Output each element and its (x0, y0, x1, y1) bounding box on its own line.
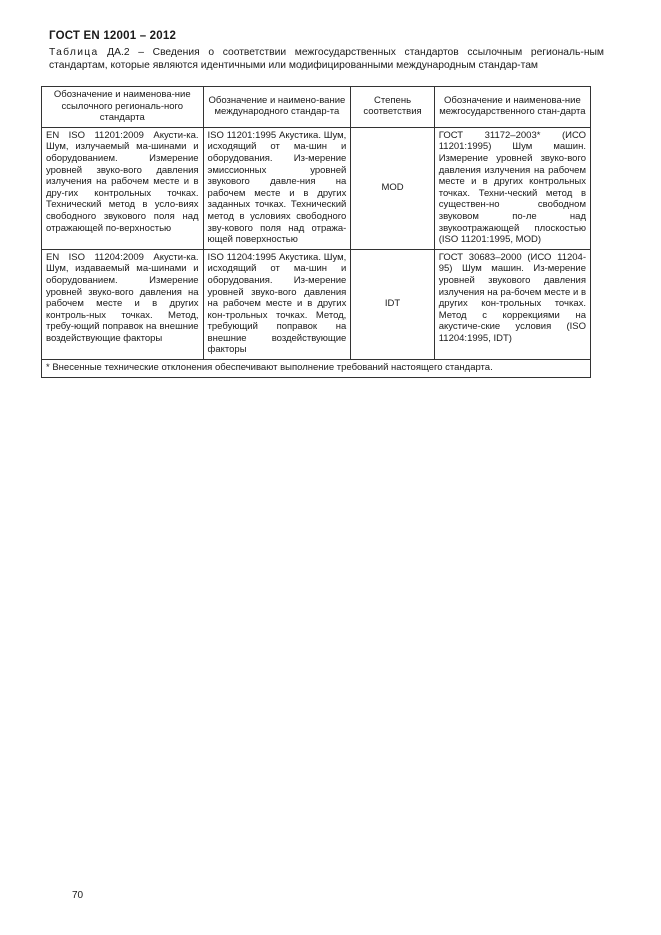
header-regional-standard: Обозначение и наименова-ние ссылочного региональ-ного стандарта (42, 87, 204, 128)
header-interstate-standard: Обозначение и наименова-ние межгосударственного стан-дарта (434, 87, 590, 128)
document-header: ГОСТ EN 12001 – 2012 (49, 30, 177, 42)
table-header-row (42, 87, 591, 128)
header-international-standard: Обозначение и наимено-вание международного стандар-та (203, 87, 351, 128)
cell-degree: IDT (351, 249, 434, 359)
page-number: 70 (72, 890, 84, 901)
cell-interstate: ГОСТ 30683–2000 (ИСО 11204-95) Шум машин. Из-мерение уровней звукового давления излучения на ра-бочем месте и в других кон-трольных точках. Метод с коррекциями на акустиче-ские условия (ISO 11204:1995, IDT) (434, 249, 590, 359)
cell-regional: EN ISO 11201:2009 Акусти-ка. Шум, излучаемый ма-шинами и оборудованием. Измерение уровней звуко-вого давления излучения на рабочем месте и в дру-гих контрольных точках. Технический метод в усло-виях свободного звукового поля над отражающей по-верхностью (42, 127, 204, 249)
table-footnote: * Внесенные технические отклонения обеспечивают выполнение требований настоящего стандарта. (42, 360, 591, 378)
standards-table (41, 86, 591, 378)
cell-degree: MOD (351, 127, 434, 249)
table-row (42, 249, 591, 359)
table-caption (49, 47, 604, 72)
table-row (42, 127, 591, 249)
table-footnote-row (42, 360, 591, 378)
header-degree-of-conformity: Степень соответствия (351, 87, 434, 128)
table-caption-text: ДА.2 – Сведения о соответствии межгосударственных стандартов ссылочным региональ-ным стандартам, которые являются идентичными или модифицированными международным стандар-там (49, 47, 604, 71)
cell-international: ISO 11204:1995 Акустика. Шум, исходящий от ма-шин и оборудования. Из-мерение уровней звуко-вого давления на рабочем месте и в других кон-трольных точках. Метод, требующий поправок на внешние воздействующие факторы (203, 249, 351, 359)
table-caption-label: Таблица (49, 47, 99, 58)
cell-regional: EN ISO 11204:2009 Акусти-ка. Шум, издаваемый ма-шинами и оборудованием. Измерение уровней звуко-вого давления на рабочем месте и в других контроль-ных точках. Метод, требу-ющий поправок на внешние воздействующие факторы (42, 249, 204, 359)
cell-international: ISO 11201:1995 Акустика. Шум, исходящий от ма-шин и оборудования. Из-мерение эмиссионных уровней звукового давле-ния на рабочем месте и в других заданных точках. Технический метод в условиях свободного зву-кового поля над отража-ющей поверхностью (203, 127, 351, 249)
cell-interstate: ГОСТ 31172–2003* (ИСО 11201:1995) Шум машин. Измерение уровней звуко-вого давления излучения на рабочем месте и в других контрольных точках. Техни-ческий метод в существен-но свободном звуковом по-ле над звукоотражающей плоскостью (ISO 11201:1995, MOD) (434, 127, 590, 249)
